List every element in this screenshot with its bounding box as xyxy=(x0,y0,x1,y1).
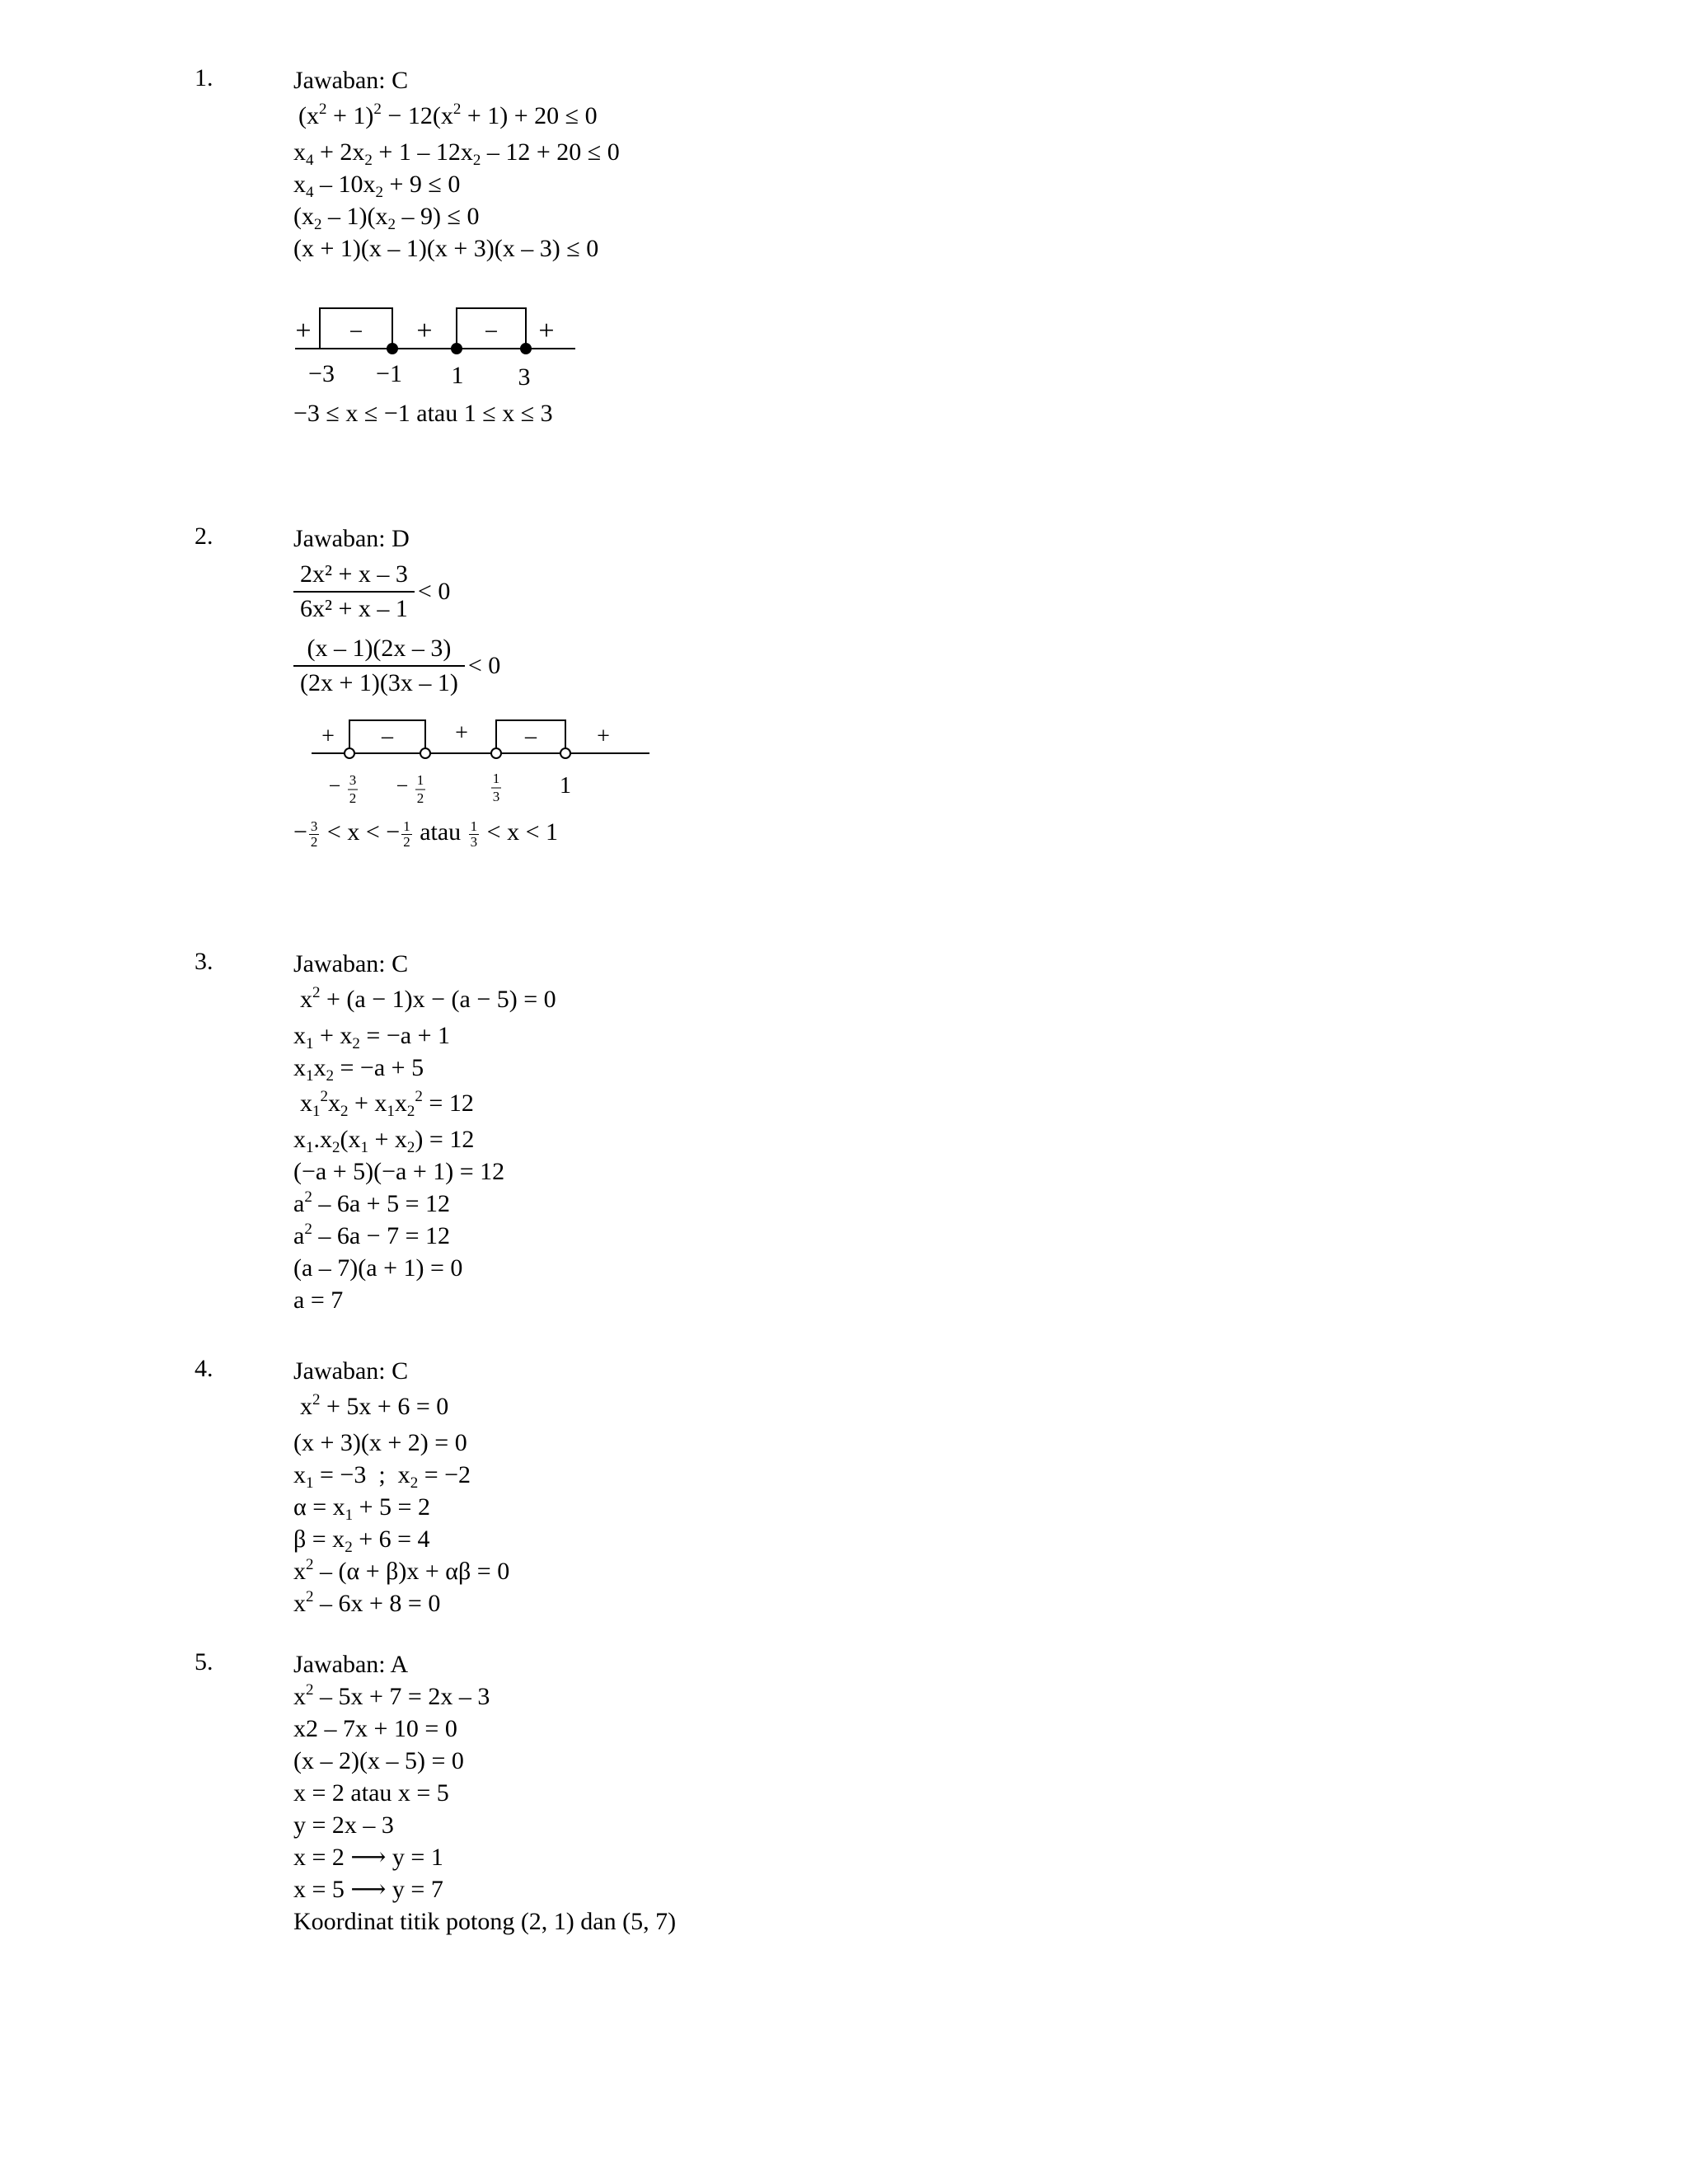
answer-label: Jawaban: C xyxy=(293,950,409,977)
fraction-numerator: (x – 1)(2x – 3) xyxy=(293,632,465,667)
problem-5-solution xyxy=(293,1648,676,1938)
problem-2-solution xyxy=(293,523,500,703)
equation-line: $(x_2 - 1)(x_2 - 9) \le 0$ xyxy=(293,203,480,233)
problem-number: 2. xyxy=(195,523,213,550)
equation-line: $a^2 - 6a + 5 = 12$ xyxy=(293,1188,450,1217)
result-line: −3 ≤ x ≤ −1 atau 1 ≤ x ≤ 3 xyxy=(293,400,553,427)
tick-label xyxy=(329,772,358,806)
svg-text:−: − xyxy=(396,774,409,798)
equation-line: (x + 3)(x + 2) = 0 xyxy=(293,1429,467,1456)
fraction-inequality xyxy=(293,629,500,703)
equation-line: $x_1 = -3$ ; $x_2 = -2$ xyxy=(293,1461,471,1492)
answer-label: Jawaban: D xyxy=(293,525,410,552)
equation-line: $x^2 - 6x + 8 = 0$ xyxy=(293,1588,441,1617)
tick-label: 1 xyxy=(560,773,571,799)
equation-line: x = 2 atau x = 5 xyxy=(293,1779,449,1807)
equation-line: $a^2 - 6a - 7 = 12$ xyxy=(293,1221,450,1249)
fraction xyxy=(293,558,415,626)
fraction-inequality xyxy=(293,555,500,629)
equation-line: $x^2 + 5x + 6 = 0$ xyxy=(300,1391,449,1420)
problem-number: 5. xyxy=(195,1648,213,1675)
sign-label: + xyxy=(455,720,468,746)
problem-number: 1. xyxy=(195,64,213,91)
problem-1-solution xyxy=(293,64,620,265)
tick-label: −1 xyxy=(376,360,402,387)
tick-label: 1 xyxy=(451,362,464,389)
equation-line: $x^2 - (\alpha + \beta)x + \alpha\beta = 0$ xyxy=(293,1556,510,1585)
equation-line: x = 5 ⟶ y = 7 xyxy=(293,1876,443,1903)
svg-text:1: 1 xyxy=(492,771,500,786)
tick-label xyxy=(491,771,501,804)
tick-label: −3 xyxy=(308,360,335,387)
fraction xyxy=(293,632,465,700)
equation-line: (a – 7)(a + 1) = 0 xyxy=(293,1254,463,1282)
equation-line: $x_4 + 2x_2 + 1 - 12x_2 - 12 + 20 \le 0$ xyxy=(293,138,620,169)
equation-line: $x^2 - 5x + 7 = 2x - 3$ xyxy=(293,1681,490,1710)
fraction-numerator: 2x² + x – 3 xyxy=(293,558,415,593)
problem-number: 4. xyxy=(195,1355,213,1382)
answer-label: Jawaban: C xyxy=(293,67,409,94)
equation-line: Koordinat titik potong (2, 1) dan (5, 7) xyxy=(293,1908,677,1935)
svg-text:2: 2 xyxy=(416,790,424,806)
inequality-sign: < 0 xyxy=(417,578,451,605)
sign-label: – xyxy=(525,724,537,749)
equation-line: y = 2x – 3 xyxy=(293,1811,394,1839)
equation-line: $\beta = x_2 + 6 = 4$ xyxy=(293,1526,430,1556)
sign-label: + xyxy=(538,316,555,346)
sign-label: + xyxy=(597,724,610,749)
equation-line: a = 7 xyxy=(293,1286,344,1314)
equation-line: (x – 2)(x – 5) = 0 xyxy=(293,1747,464,1774)
equation-line: $(x^2 + 1)^2 - 12(x^2 + 1) + 20 \le 0$ xyxy=(298,101,598,129)
svg-text:−: − xyxy=(328,774,341,798)
svg-text:1: 1 xyxy=(416,772,424,788)
problem-3-solution xyxy=(293,948,556,1316)
result-connector: atau xyxy=(420,818,462,846)
problem-4-solution xyxy=(293,1355,509,1619)
equation-line: $x_1x_2 = -a + 5$ xyxy=(293,1054,424,1085)
answer-label: Jawaban: A xyxy=(293,1651,409,1678)
sign-label: – xyxy=(382,724,393,749)
sign-label: − xyxy=(484,318,499,345)
fraction-denominator: 6x² + x – 1 xyxy=(300,595,408,622)
equation-line: $x_1.x_2(x_1 + x_2) = 12$ xyxy=(293,1126,475,1156)
equation-line: $x_4 - 10x_2 + 9 \le 0$ xyxy=(293,171,461,201)
answer-label: Jawaban: C xyxy=(293,1357,409,1385)
result-line: − $\frac{3}{2}$ < x < − $\frac{1}{2}$ atau $\frac{1}{3}$ < x < 1 xyxy=(293,818,558,850)
equation-line: $x_1^2x_2 + x_1x_2^2 = 12$ xyxy=(300,1088,474,1120)
sign-number-line xyxy=(288,297,585,396)
equation-line: $x_1 + x_2 = -a + 1$ xyxy=(293,1022,450,1052)
sign-label: − xyxy=(349,318,363,345)
equation-line: x = 2 ⟶ y = 1 xyxy=(293,1844,443,1871)
equation-line: (−a + 5)(−a + 1) = 12 xyxy=(293,1158,505,1185)
tick-label xyxy=(396,772,425,806)
fraction-denominator: (2x + 1)(3x – 1) xyxy=(300,669,458,696)
tick-label: 3 xyxy=(518,363,531,391)
svg-text:3: 3 xyxy=(492,789,500,804)
sign-label: + xyxy=(321,724,335,749)
svg-text:3: 3 xyxy=(349,772,357,788)
sign-label: + xyxy=(416,316,433,346)
equation-line: (x + 1)(x – 1)(x + 3)(x – 3) ≤ 0 xyxy=(293,235,599,262)
equation-line: $x^2 + (a - 1)x - (a - 5) = 0$ xyxy=(300,984,556,1013)
equation-line: x2 – 7x + 10 = 0 xyxy=(293,1715,457,1742)
sign-number-line xyxy=(305,710,659,816)
problem-number: 3. xyxy=(195,948,213,975)
inequality-sign: < 0 xyxy=(467,652,501,679)
sign-label: + xyxy=(295,316,312,346)
svg-text:2: 2 xyxy=(349,790,357,806)
equation-line: $\alpha = x_1 + 5 = 2$ xyxy=(293,1493,430,1524)
